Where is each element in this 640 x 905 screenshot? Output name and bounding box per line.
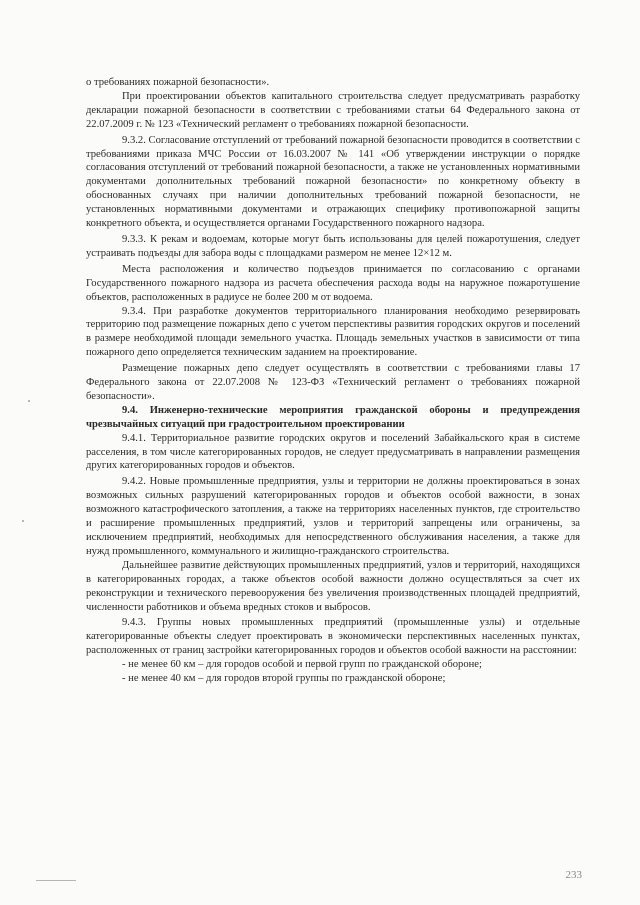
paragraph: Дальнейшее развитие действующих промышленных предприятий, узлов и территорий, находящихся в категорированных городах, а также объектов особой важности должно осуществляться за счет их реконструкции и технического перевооружения без увеличения производственных площадей предприятий, численности работников и объема вредных стоков и выбросов. (86, 559, 580, 613)
list-item: - не менее 60 км – для городов особой и первой групп по гражданской обороне; (122, 659, 482, 671)
document-body (86, 76, 580, 686)
paragraph: 9.3.2. Согласование отступлений от требований пожарной безопасности проводится в соответствии с требованиями приказа МЧС России от 16.03.2007 № 141 «Об утверждении инструкции о порядке согласования отступлений от требований пожарной безопасности, а также не установленных нормативными документами дополнительных требований пожарной безопасности» по конкретному объекту в обоснованных случаях при наличии дополнительных требований пожарной безопасности, не установленных нормативными документами и отражающих специфику противопожарной защиты конкретного объекта, и осуществляется органами Государственного пожарного надзора. (86, 134, 580, 230)
paragraph: При проектировании объектов капитального строительства следует предусматривать разработку декларации пожарной безопасности в соответствии с требованиями статьи 64 Федерального закона от 22.07.2009 г. № 123 «Технический регламент о требованиях пожарной безопасности. (86, 90, 580, 130)
paragraph: 9.4.1. Территориальное развитие городских округов и поселений Забайкальского края в системе расселения, в том числе категорированных городов, не следует предусматривать в направлении размещения других категорированных городов и объектов. (86, 432, 580, 472)
section-heading: 9.4. Инженерно-технические мероприятия гражданской обороны и предупреждения чрезвычайных ситуаций при градостроительном проектировании (86, 404, 580, 430)
scan-speck (36, 880, 76, 881)
paragraph: Размещение пожарных депо следует осуществлять в соответствии с требованиями главы 17 Федерального закона от 22.07.2008 № 123-ФЗ «Технический регламент о требованиях пожарной безопасности». (86, 363, 580, 402)
scan-speck (22, 520, 24, 522)
scan-speck (28, 400, 30, 402)
page-number: 233 (565, 869, 582, 881)
paragraph: 9.3.3. К рекам и водоемам, которые могут быть использованы для целей пожаротушения, следует устраивать подъезды для забора воды с площадками размером не менее 12×12 м. (86, 233, 580, 259)
paragraph: 9.4.3. Группы новых промышленных предприятий (промышленные узлы) и отдельные категорированные объекты следует проектировать в экономически перспективных населенных пунктах, расположенных от границ застройки категорированных городов и объектов особой важности на расстоянии: (86, 617, 580, 657)
paragraph: 9.3.4. При разработке документов территориального планирования необходимо резервировать территорию под размещение пожарных депо с учетом перспективы развития городских округов и поселений в размере необходимой площади земельного участка. Площадь земельных участков в зависимости от типа пожарного депо определяется техническим заданием на проектирование. (86, 305, 580, 359)
paragraph: о требованиях пожарной безопасности». (86, 77, 270, 88)
paragraph: Места расположения и количество подъездов принимается по согласованию с органами Государственного пожарного надзора из расчета обеспечения расхода воды на наружное пожаротушение объектов, расположенных в радиусе не более 200 м от водоема. (86, 263, 580, 303)
paragraph: 9.4.2. Новые промышленные предприятия, узлы и территории не должны проектироваться в зонах возможных сильных разрушений категорированных городов и объектов особой важности, в зонах возможного катастрофического затопления, а также на территориях населенных пунктов, где строительство и расширение промышленных предприятий, узлов и территорий запрещены или ограничены, за исключением предприятий, необходимых для непосредственного обслуживания населения, а также для нужд промышленного, коммунального и жилищно-гражданского строительства. (86, 476, 580, 557)
list-item: - не менее 40 км – для городов второй группы по гражданской обороне; (122, 673, 446, 685)
distance-list (86, 658, 580, 686)
